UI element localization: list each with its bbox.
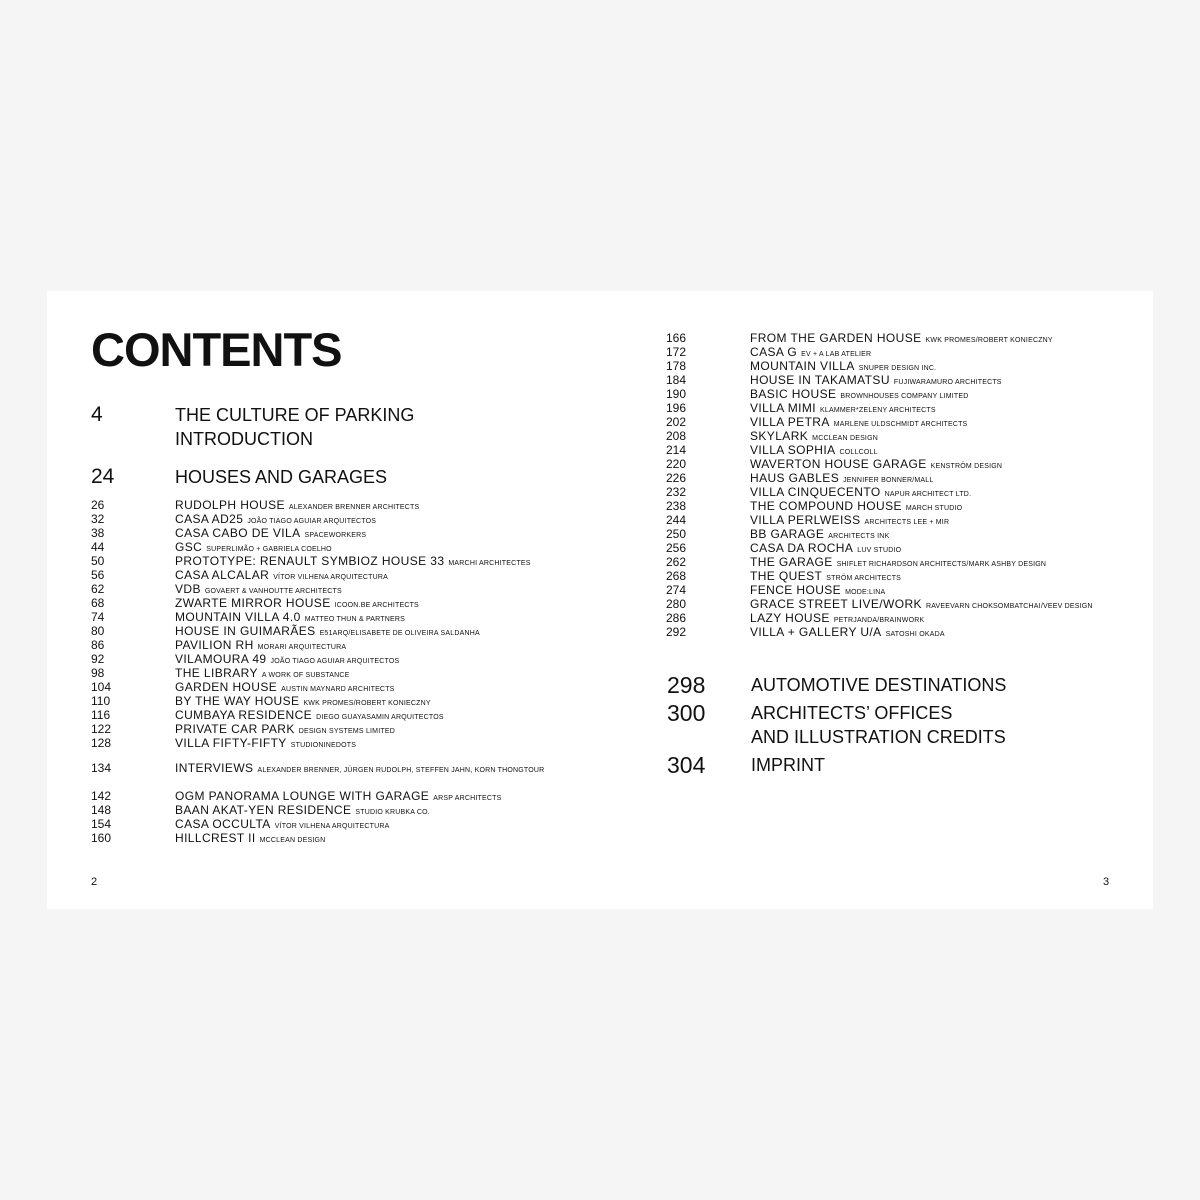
toc-entry <box>666 443 1153 457</box>
entry-project-name: ZWARTE MIRROR HOUSE <box>175 596 331 610</box>
backmatter-title <box>751 753 825 777</box>
entry-project-name: PAVILION RH <box>175 638 254 652</box>
entry-architect: MARCH STUDIO <box>905 505 963 512</box>
toc-entry <box>91 526 600 540</box>
entry-project-name: VDB <box>175 582 201 596</box>
entry-architect: VÍTOR VILHENA ARQUITECTURA <box>273 574 388 581</box>
entry-page-number: 202 <box>666 415 687 429</box>
entry-project-name: THE GARAGE <box>750 555 833 569</box>
section-page-number: 24 <box>91 465 115 488</box>
entry-architect: KLAMMER*ZELENY ARCHITECTS <box>820 407 936 414</box>
entry-project-name: VILLA SOPHIA <box>750 443 836 457</box>
entry-architect: SPACEWORKERS <box>304 532 367 539</box>
entry-project-name: CASA DA ROCHA <box>750 541 854 555</box>
entry-page-number: 232 <box>666 485 687 499</box>
toc-entry <box>91 761 600 775</box>
toc-entry <box>91 694 600 708</box>
toc-entry <box>666 331 1153 345</box>
entry-architect: STRÖM ARCHITECTS <box>826 575 902 582</box>
entry-project-name: VILLA MIMI <box>750 401 817 415</box>
intro-title-line: THE CULTURE OF PARKING <box>175 405 415 425</box>
entry-architect: SATOSHI OKADA <box>885 631 945 638</box>
entry-architect: KWK PROMES/ROBERT KONIECZNY <box>925 337 1053 344</box>
entry-project-name: CASA G <box>750 345 798 359</box>
entry-page-number: 178 <box>666 359 687 373</box>
toc-entry <box>91 540 600 554</box>
backmatter-title-line: IMPRINT <box>751 755 825 775</box>
toc-entry <box>666 541 1153 555</box>
entry-page-number: 262 <box>666 555 687 569</box>
entry-project-name: CASA AD25 <box>175 512 244 526</box>
entry-project-name: HOUSE IN GUIMARÃES <box>175 624 316 638</box>
entry-page-number: 86 <box>91 638 105 652</box>
entry-project-name: THE QUEST <box>750 569 823 583</box>
toc-entry <box>666 429 1153 443</box>
entry-project-name: HAUS GABLES <box>750 471 840 485</box>
entry-project-name: FROM THE GARDEN HOUSE <box>750 331 922 345</box>
entry-architect: MORARI ARQUITECTURA <box>257 644 347 651</box>
entry-page-number: 160 <box>91 831 112 845</box>
entry-page-number: 286 <box>666 611 687 625</box>
intro-title <box>175 403 414 451</box>
entry-architect: PETRJANDA/BRAINWORK <box>833 617 925 624</box>
backmatter-page-number: 298 <box>667 672 706 698</box>
toc-entry <box>666 387 1153 401</box>
entry-page-number: 44 <box>91 540 105 554</box>
entry-page-number: 184 <box>666 373 687 387</box>
entry-page-number: 122 <box>91 722 112 736</box>
folio-right: 3 <box>1103 876 1110 888</box>
toc-list-interviews <box>91 761 600 775</box>
entry-architect: A WORK OF SUBSTANCE <box>261 672 350 679</box>
entry-project-name: PRIVATE CAR PARK <box>175 722 295 736</box>
entry-page-number: 116 <box>91 708 111 722</box>
intro-page-number: 4 <box>91 403 103 426</box>
entry-page-number: 80 <box>91 624 105 638</box>
entry-page-number: 26 <box>91 498 105 512</box>
toc-list-houses-continued <box>91 789 600 845</box>
entry-page-number: 154 <box>91 817 112 831</box>
entry-architect: MATTEO THUN & PARTNERS <box>304 616 406 623</box>
entry-page-number: 238 <box>666 499 687 513</box>
entry-architect: DIEGO GUAYASAMIN ARQUITECTOS <box>316 714 444 721</box>
entry-architect: MCCLEAN DESIGN <box>812 435 878 442</box>
entry-architect: ARCHITECTS LEE + MIR <box>864 519 950 526</box>
entry-project-name: VILLA PERLWEISS <box>750 513 861 527</box>
left-page <box>47 291 600 909</box>
toc-entry <box>91 803 600 817</box>
entry-project-name: GARDEN HOUSE <box>175 680 278 694</box>
toc-entry <box>666 597 1153 611</box>
section-title: HOUSES AND GARAGES <box>175 467 388 487</box>
toc-entry <box>666 485 1153 499</box>
toc-entry <box>666 401 1153 415</box>
entry-architect: KENSTRÖM DESIGN <box>930 463 1003 470</box>
entry-page-number: 142 <box>91 789 112 803</box>
entry-project-name: PROTOTYPE: RENAULT SYMBIOZ HOUSE 33 <box>175 554 445 568</box>
entry-page-number: 56 <box>91 568 105 582</box>
entry-architect: SNUPER DESIGN INC. <box>858 365 937 372</box>
entry-project-name: CUMBAYA RESIDENCE <box>175 708 313 722</box>
entry-project-name: MOUNTAIN VILLA <box>750 359 855 373</box>
entry-architect: GOVAERT & VANHOUTTE ARCHITECTS <box>204 588 342 595</box>
entry-architect: RAVEEVARN CHOKSOMBATCHAI/VEEV DESIGN <box>925 603 1093 610</box>
entry-architect: MCCLEAN DESIGN <box>259 837 326 844</box>
entry-page-number: 244 <box>666 513 687 527</box>
entry-project-name: MOUNTAIN VILLA 4.0 <box>175 610 301 624</box>
intro-title-line: INTRODUCTION <box>175 429 313 449</box>
toc-entry <box>91 722 600 736</box>
entry-architect: ALEXANDER BRENNER ARCHITECTS <box>288 504 420 511</box>
toc-entry <box>91 831 600 845</box>
entry-project-name: HOUSE IN TAKAMATSU <box>750 373 890 387</box>
folio-left: 2 <box>91 876 98 888</box>
entry-project-name: INTERVIEWS <box>175 761 254 775</box>
toc-entry <box>91 498 600 512</box>
backmatter-title-line: AND ILLUSTRATION CREDITS <box>751 727 1006 747</box>
entry-page-number: 104 <box>91 680 112 694</box>
entry-page-number: 280 <box>666 597 687 611</box>
toc-entry <box>91 624 600 638</box>
entry-project-name: THE COMPOUND HOUSE <box>750 499 902 513</box>
toc-entry <box>666 345 1153 359</box>
entry-project-name: THE LIBRARY <box>175 666 258 680</box>
toc-entry <box>91 582 600 596</box>
toc-entry <box>666 499 1153 513</box>
right-page <box>600 291 1153 909</box>
entry-page-number: 92 <box>91 652 105 666</box>
entry-page-number: 128 <box>91 736 112 750</box>
entry-page-number: 62 <box>91 582 105 596</box>
toc-entry <box>91 736 600 750</box>
entry-page-number: 172 <box>666 345 687 359</box>
entry-architect: KWK PROMES/ROBERT KONIECZNY <box>303 700 431 707</box>
entry-project-name: FENCE HOUSE <box>750 583 842 597</box>
entry-page-number: 68 <box>91 596 105 610</box>
entry-architect: EV + A LAB ATELIER <box>801 351 872 358</box>
entry-project-name: BAAN AKAT-YEN RESIDENCE <box>175 803 352 817</box>
entry-project-name: CASA OCCULTA <box>175 817 271 831</box>
entry-project-name: SKYLARK <box>750 429 809 443</box>
toc-entry <box>666 471 1153 485</box>
entry-page-number: 74 <box>91 610 105 624</box>
entry-architect: SHIFLET RICHARDSON ARCHITECTS/MARK ASHBY DESIGN <box>836 561 1047 568</box>
entry-architect: ALEXANDER BRENNER, JÜRGEN RUDOLPH, STEFFEN JAHN, KORN THONGTOUR <box>257 767 545 774</box>
backmatter-title-line: ARCHITECTS’ OFFICES <box>751 703 953 723</box>
entry-architect: MARCHI ARCHITECTES <box>448 560 531 567</box>
entry-architect: ARSP ARCHITECTS <box>433 795 502 802</box>
entry-architect: DESIGN SYSTEMS LIMITED <box>298 728 395 735</box>
entry-project-name: CASA ALCALAR <box>175 568 270 582</box>
toc-entry <box>666 569 1153 583</box>
toc-entry <box>666 457 1153 471</box>
entry-page-number: 110 <box>91 694 111 708</box>
entry-architect: JOÃO TIAGO AGUIAR ARQUITECTOS <box>270 658 400 665</box>
page-title: CONTENTS <box>91 323 342 376</box>
entry-page-number: 274 <box>666 583 687 597</box>
entry-project-name: VILLA FIFTY-FIFTY <box>175 736 287 750</box>
toc-entry <box>91 817 600 831</box>
entry-page-number: 50 <box>91 554 105 568</box>
entry-project-name: RUDOLPH HOUSE <box>175 498 285 512</box>
entry-architect: STUDIONINEDOTS <box>290 742 357 749</box>
toc-entry <box>666 625 1153 639</box>
entry-project-name: GRACE STREET LIVE/WORK <box>750 597 922 611</box>
toc-entry <box>91 789 600 803</box>
entry-project-name: OGM PANORAMA LOUNGE WITH GARAGE <box>175 789 430 803</box>
entry-architect: FUJIWARAMURO ARCHITECTS <box>893 379 1002 386</box>
backmatter-page-number: 300 <box>667 700 706 726</box>
entry-page-number: 148 <box>91 803 112 817</box>
toc-entry <box>91 666 600 680</box>
toc-entry <box>91 610 600 624</box>
entry-architect: AUSTIN MAYNARD ARCHITECTS <box>281 686 395 693</box>
toc-entry <box>666 583 1153 597</box>
entry-project-name: GSC <box>175 540 203 554</box>
entry-project-name: VILLA PETRA <box>750 415 830 429</box>
entry-project-name: BY THE WAY HOUSE <box>175 694 300 708</box>
entry-project-name: BB GARAGE <box>750 527 825 541</box>
toc-entry <box>91 708 600 722</box>
entry-page-number: 98 <box>91 666 105 680</box>
entry-page-number: 32 <box>91 512 105 526</box>
entry-architect: E51ARQ/ELISABETE DE OLIVEIRA SALDANHA <box>319 630 480 637</box>
entry-project-name: VILLA CINQUECENTO <box>750 485 881 499</box>
toc-entry <box>666 555 1153 569</box>
toc-list-right <box>666 331 1153 639</box>
entry-page-number: 190 <box>666 387 687 401</box>
toc-list-houses <box>91 498 600 750</box>
entry-page-number: 214 <box>666 443 687 457</box>
entry-architect: SUPERLIMÃO + GABRIELA COELHO <box>206 546 332 553</box>
entry-architect: NAPUR ARCHITECT LTD. <box>884 491 972 498</box>
toc-entry <box>666 373 1153 387</box>
entry-page-number: 38 <box>91 526 105 540</box>
entry-architect: MARLENE ULDSCHMIDT ARCHITECTS <box>833 421 968 428</box>
toc-entry <box>666 513 1153 527</box>
entry-architect: BROWNHOUSES COMPANY LIMITED <box>840 393 969 400</box>
toc-entry <box>91 638 600 652</box>
entry-project-name: BASIC HOUSE <box>750 387 837 401</box>
toc-entry <box>666 611 1153 625</box>
entry-project-name: LAZY HOUSE <box>750 611 830 625</box>
backmatter-page-number: 304 <box>667 752 706 778</box>
toc-entry <box>91 652 600 666</box>
entry-project-name: CASA CABO DE VILA <box>175 526 301 540</box>
toc-entry <box>666 527 1153 541</box>
entry-title <box>175 761 544 778</box>
entry-page-number: 226 <box>666 471 687 485</box>
entry-project-name: VILLA + GALLERY U/A <box>750 625 882 639</box>
entry-title <box>750 625 945 642</box>
entry-architect: STUDIO KRUBKA CO. <box>355 809 430 816</box>
entry-page-number: 292 <box>666 625 687 639</box>
entry-architect: MODE:LINA <box>845 589 886 596</box>
entry-architect: VÍTOR VILHENA ARQUITECTURA <box>274 823 390 830</box>
toc-entry <box>91 680 600 694</box>
backmatter-title <box>751 701 1006 749</box>
entry-project-name: WAVERTON HOUSE GARAGE <box>750 457 927 471</box>
entry-architect: COLLCOLL <box>839 449 878 456</box>
entry-page-number: 220 <box>666 457 687 471</box>
entry-title <box>175 736 356 753</box>
entry-architect: LUV STUDIO <box>857 547 902 554</box>
backmatter-title-line: AUTOMOTIVE DESTINATIONS <box>751 675 1007 695</box>
entry-architect: JENNIFER BONNER/MALL <box>843 477 934 484</box>
entry-page-number: 166 <box>666 331 687 345</box>
toc-entry <box>91 596 600 610</box>
entry-project-name: HILLCREST II <box>175 831 256 845</box>
toc-entry <box>91 568 600 582</box>
backmatter-title <box>751 673 1006 697</box>
entry-page-number: 134 <box>91 761 112 775</box>
book-spread <box>47 291 1153 909</box>
toc-entry <box>666 415 1153 429</box>
entry-architect: ICOON.BE ARCHITECTS <box>334 602 419 609</box>
entry-architect: ARCHITECTS INK <box>828 533 890 540</box>
entry-page-number: 256 <box>666 541 687 555</box>
entry-architect: JOÃO TIAGO AGUIAR ARQUITECTOS <box>247 518 377 525</box>
entry-page-number: 196 <box>666 401 687 415</box>
entry-page-number: 208 <box>666 429 687 443</box>
entry-page-number: 268 <box>666 569 687 583</box>
toc-entry <box>666 359 1153 373</box>
entry-project-name: VILAMOURA 49 <box>175 652 267 666</box>
entry-page-number: 250 <box>666 527 687 541</box>
toc-entry <box>91 554 600 568</box>
entry-title <box>175 831 325 848</box>
toc-entry <box>91 512 600 526</box>
